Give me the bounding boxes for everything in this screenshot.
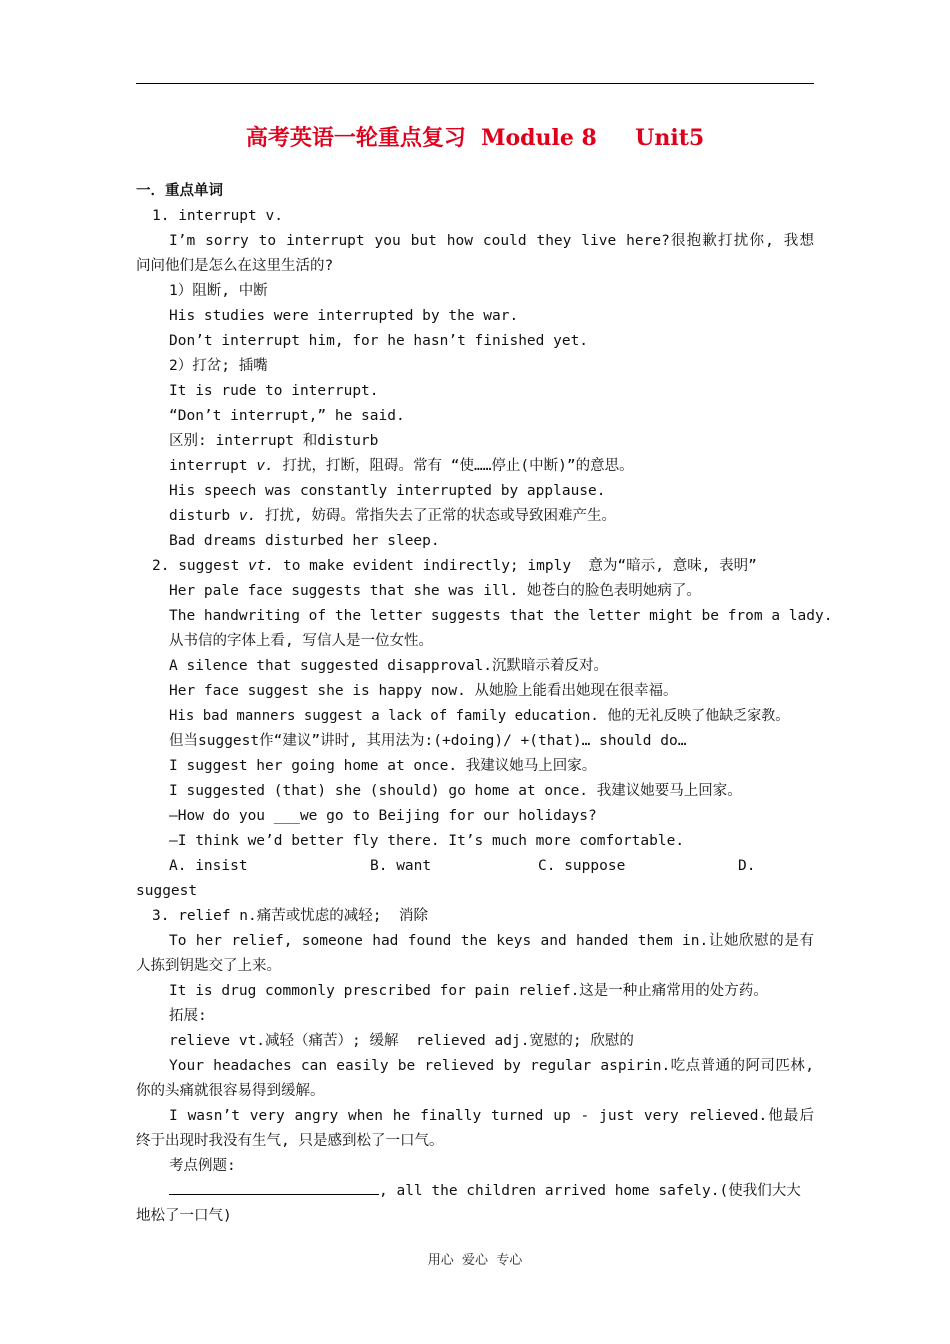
definition: 打扰，打断，阻碍。常有 “使……停止(中断)”的意思。 <box>273 458 634 474</box>
text-line: I suggested (that) she (should) go home at once. 我建议她要马上回家。 <box>169 783 742 799</box>
text-line: 终于出现时我没有生气, 只是感到松了一口气。 <box>136 1133 444 1149</box>
item-heading: 1. interrupt v. <box>152 208 283 224</box>
exercise-line <box>169 1181 801 1201</box>
text-line: His speech was constantly interrupted by applause. <box>169 483 606 499</box>
text-line: A silence that suggested disapproval.沉默暗示着反对。 <box>169 658 608 674</box>
text-line: It is drug commonly prescribed for pain relief.这是一种止痛常用的处方药。 <box>169 983 768 999</box>
option-a: A. insist <box>169 858 248 874</box>
text-line: I wasn’t very angry when he finally turned up - just very relieved.他最后 <box>169 1108 814 1124</box>
text-line: 地松了一口气) <box>136 1208 232 1224</box>
option-c: C. suppose <box>538 858 626 874</box>
text-line: —I think we’d better fly there. It’s much more comfortable. <box>169 833 685 849</box>
text-line: 从书信的字体上看, 写信人是一位女性。 <box>169 633 433 649</box>
text-line <box>169 456 634 476</box>
term: interrupt <box>169 458 257 474</box>
part-of-speech: v. <box>238 508 257 524</box>
text-line: 但当suggest作“建议”讲时, 其用法为:(+doing)/ +(that)… should do… <box>169 733 687 749</box>
text-line: I suggest her going home at once. 我建议她马上回家。 <box>169 758 597 774</box>
text-line: It is rude to interrupt. <box>169 383 379 399</box>
text-line: 你的头痛就很容易得到缓解。 <box>136 1083 325 1099</box>
text-line: relieve vt.减轻（痛苦）; 缓解 relieved adj.宽慰的; 欣慰的 <box>169 1033 634 1049</box>
page-footer: 用心 爱心 专心 <box>427 1253 523 1268</box>
exercise-text: , all the children arrived home safely.(使我们大大 <box>379 1183 801 1199</box>
page-title: 高考英语一轮重点复习 Module 8 Unit5 <box>245 125 705 151</box>
text-line: 人拣到钥匙交了上来。 <box>136 958 281 974</box>
text-line: The handwriting of the letter suggests that the letter might be from a lady. <box>169 608 833 624</box>
option-b: B. want <box>370 858 432 874</box>
text-line: —How do you ___we go to Beijing for our holidays? <box>169 808 597 824</box>
text-line: I’m sorry to interrupt you but how could they live here?很抱歉打扰你, 我想 <box>169 233 814 249</box>
text-line: 问问他们是怎么在这里生活的? <box>136 258 334 274</box>
text-line: 考点例题: <box>169 1158 236 1174</box>
text-line: Bad dreams disturbed her sleep. <box>169 533 440 549</box>
text-line: 2）打岔; 插嘴 <box>169 358 268 374</box>
option-d: D. <box>738 858 756 874</box>
option-d-text: suggest <box>136 883 198 899</box>
definition: 打扰, 妨碍。常指失去了正常的状态或导致困难产生。 <box>256 508 616 524</box>
text-line: Her pale face suggests that she was ill. 她苍白的脸色表明她病了。 <box>169 583 701 599</box>
text-line: Her face suggest she is happy now. 从她脸上能看出她现在很幸福。 <box>169 683 678 699</box>
item-heading: 3. relief n.痛苦或忧虑的减轻; 消除 <box>152 908 428 924</box>
text-line: 拓展: <box>169 1008 207 1024</box>
header-rule <box>136 83 814 84</box>
section-heading: 一．重点单词 <box>136 183 223 199</box>
definition: to make evident indirectly; imply 意为“暗示, 意味, 表明” <box>274 558 757 574</box>
text-line: 区别: interrupt 和disturb <box>169 433 379 449</box>
text-line: His bad manners suggest a lack of family education. 他的无礼反映了他缺乏家教。 <box>169 708 790 724</box>
item-heading <box>152 556 757 576</box>
text-line: His studies were interrupted by the war. <box>169 308 519 324</box>
term: 2. suggest <box>152 558 249 574</box>
term: disturb <box>169 508 239 524</box>
part-of-speech: v. <box>256 458 274 474</box>
text-line <box>169 506 616 526</box>
part-of-speech: vt. <box>248 558 275 574</box>
text-line: Your headaches can easily be relieved by regular aspirin.吃点普通的阿司匹林, <box>169 1058 814 1074</box>
text-line: “Don’t interrupt,” he said. <box>169 408 405 424</box>
answer-blank <box>169 1182 379 1195</box>
text-line: To her relief, someone had found the keys and handed them in.让她欣慰的是有 <box>169 933 814 949</box>
text-line: 1）阻断, 中断 <box>169 283 268 299</box>
text-line: Don’t interrupt him, for he hasn’t finished yet. <box>169 333 589 349</box>
